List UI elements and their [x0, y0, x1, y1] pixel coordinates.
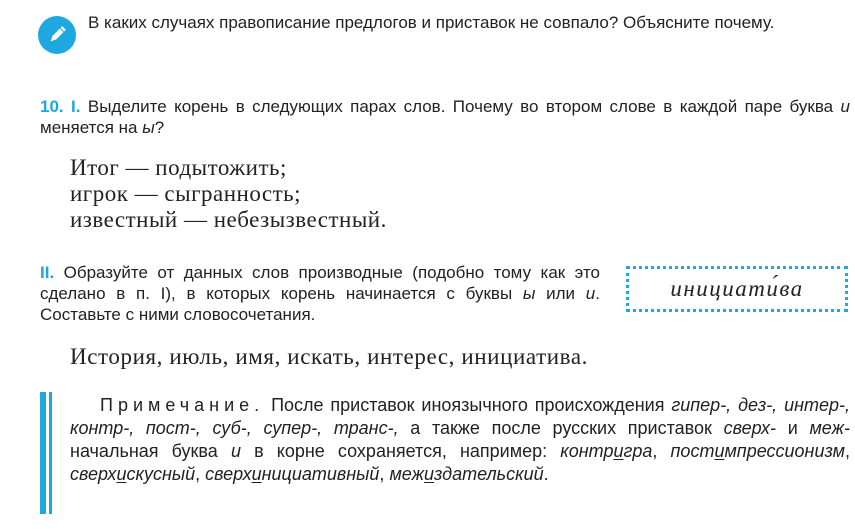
example-word	[389, 464, 543, 484]
letter-i: и	[230, 441, 241, 461]
exercise-10-instruction	[40, 96, 850, 138]
note-text: начальная буква	[70, 441, 218, 461]
text-fragment: контр	[560, 441, 614, 461]
instruction-part: меняется на	[40, 118, 138, 137]
rule-note	[70, 394, 850, 486]
text-fragment	[49, 392, 52, 514]
example-word	[70, 464, 195, 484]
instruction-end: ?	[154, 118, 165, 137]
word-pair: игрок — сыгранность;	[70, 181, 302, 206]
text-fragment	[40, 392, 46, 514]
part-number: II.	[40, 263, 55, 282]
text-fragment: сверх	[205, 464, 252, 484]
letter-y: ы	[522, 284, 536, 303]
text-fragment: .	[543, 464, 549, 484]
instruction-part: Выделите корень в следующих парах слов. Почему во втором слове в каждой паре буква	[87, 97, 834, 116]
text-fragment: нициативный	[261, 464, 380, 484]
text-fragment: ,	[195, 464, 201, 484]
text-fragment: скусный	[126, 464, 196, 484]
text-fragment: и	[251, 464, 262, 484]
note-text: После приставок иноязычного происхождения	[271, 395, 665, 415]
note-text: а также после русских приставок	[410, 418, 712, 438]
text-fragment: и	[423, 464, 434, 484]
part-2-instruction	[40, 262, 600, 325]
text-fragment: гра	[623, 441, 653, 461]
word-pair: Итог — подытожить;	[70, 155, 287, 180]
text-fragment: и	[613, 441, 624, 461]
pencil-icon	[38, 16, 76, 54]
word-list: История, июль, имя, искать, интерес, инициатива.	[70, 344, 588, 369]
instruction-part: или	[546, 284, 576, 303]
text-fragment: и	[714, 441, 725, 461]
text-fragment: мпрессионизм	[724, 441, 845, 461]
note-text: и	[787, 418, 798, 438]
text-fragment: здательский	[434, 464, 544, 484]
word-pair: известный — небезызвестный.	[70, 207, 387, 232]
text-fragment: ,	[652, 441, 658, 461]
note-heading: Примечание.	[100, 395, 265, 415]
prefix-sverh: сверх-	[723, 418, 776, 438]
letter-i: и	[840, 97, 850, 116]
prefix-mezh: меж-	[809, 418, 850, 438]
text-fragment: ,	[844, 441, 850, 461]
text-fragment: меж	[389, 464, 424, 484]
text-fragment: ,	[379, 464, 385, 484]
example-word	[560, 441, 652, 461]
example-word	[671, 441, 845, 461]
letter-y: ы	[142, 118, 155, 137]
vocabulary-word-box: инициати́ва	[626, 266, 848, 312]
text-fragment: пост	[670, 441, 715, 461]
note-text: в корне сохраняется, например:	[254, 441, 548, 461]
exercise-number: 10. I.	[40, 97, 81, 116]
note-accent-bar	[40, 392, 52, 514]
example-word	[205, 464, 379, 484]
instruction-part: . Составьте с ними словосочетания.	[40, 284, 600, 324]
letter-i: и	[585, 284, 596, 303]
question-text: В каких случаях правописание предлогов и приставок не совпало? Объясните почему.	[88, 13, 775, 32]
word-pairs-list	[70, 155, 387, 233]
text-fragment: и	[116, 464, 127, 484]
foreign-prefixes: гипер-, дез-, интер-, контр-, пост-, суб-, супер-, транс-,	[70, 395, 850, 438]
instruction-part: Образуйте от данных слов производные (подобно тому как это сделано в п. I), в которых корень начинается с буквы	[40, 263, 600, 303]
text-fragment: сверх	[70, 464, 117, 484]
